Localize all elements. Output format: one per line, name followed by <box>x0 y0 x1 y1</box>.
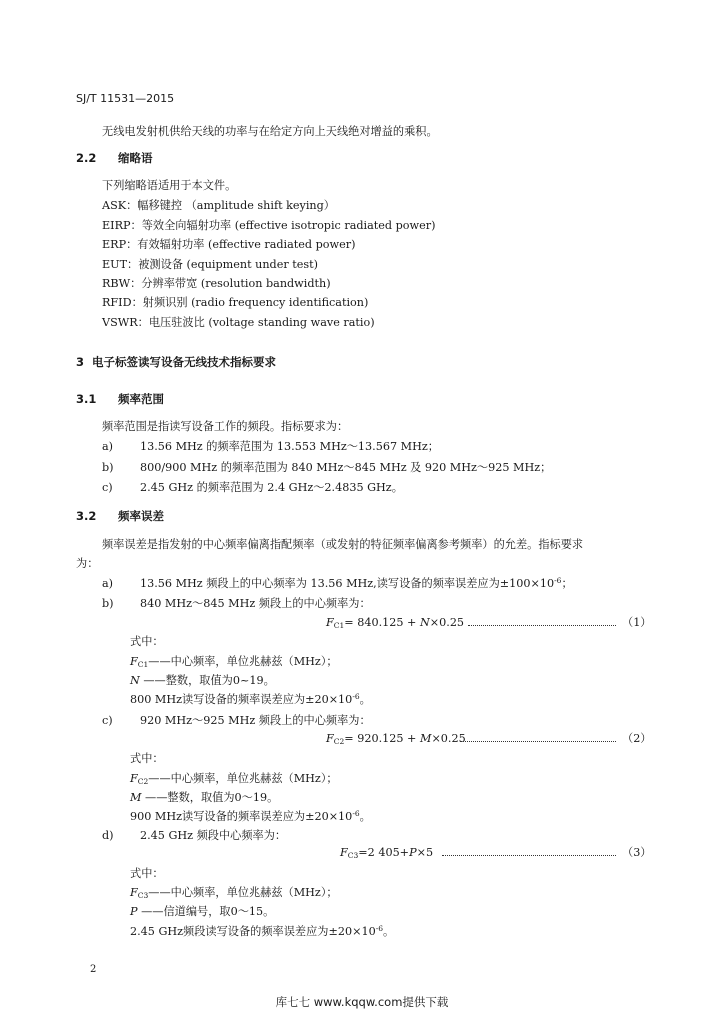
list-label: b) <box>102 461 114 474</box>
section-number: 3 <box>76 355 85 369</box>
definition-text: ——中心频率，单位兆赫兹（MHz）； <box>148 886 338 899</box>
list-text: 2.45 GHz 频段中心频率为： <box>140 829 287 842</box>
section-title: 缩略语 <box>118 151 153 165</box>
list-label: b) <box>102 597 114 610</box>
variable-symbol: P <box>130 905 138 918</box>
variable-symbol: F <box>130 655 138 668</box>
section-title: 电子标签读写设备无线技术指标要求 <box>92 355 276 369</box>
abbreviation-item: RBW：分辨率带宽 (resolution bandwidth) <box>102 277 331 290</box>
paragraph-continuation: 为： <box>76 557 99 570</box>
paragraph: 下列缩略语适用于本文件。 <box>102 179 237 192</box>
dot-leader <box>442 855 616 856</box>
section-number: 3.1 <box>76 392 97 406</box>
list-label: c) <box>102 714 113 727</box>
variable-definition <box>130 673 275 689</box>
equation-text: ×0.25 <box>429 616 465 629</box>
variable-definition <box>130 771 338 787</box>
section-heading-2-2 <box>76 150 153 166</box>
abbreviation-item: VSWR：电压驻波比 (voltage standing wave ratio) <box>102 316 375 329</box>
tolerance-statement <box>130 809 371 825</box>
variable-definition <box>130 790 278 806</box>
tolerance-statement <box>130 692 371 708</box>
exponent: -6 <box>375 924 384 933</box>
list-item <box>102 480 403 496</box>
list-text: 13.56 MHz 的频率范围为 13.553 MHz～13.567 MHz； <box>140 440 439 453</box>
equation-number: （3） <box>622 846 652 859</box>
standard-number: SJ/T 11531—2015 <box>76 92 175 105</box>
list-label: a) <box>102 577 114 590</box>
section-title: 频率误差 <box>118 509 164 523</box>
list-item <box>102 713 371 729</box>
list-item <box>102 439 439 455</box>
abbreviation-item: ERP：有效辐射功率 (effective radiated power) <box>102 238 356 251</box>
list-text: 840 MHz～845 MHz 频段上的中心频率为： <box>140 597 371 610</box>
tolerance-statement <box>130 924 394 940</box>
equation-symbol: F <box>326 616 334 629</box>
tolerance-text: 800 MHz读写设备的频率误差应为±20×10 <box>130 693 353 706</box>
section-heading-3 <box>76 354 276 370</box>
variable-symbol: N <box>130 674 140 687</box>
equation-subscript: C3 <box>347 851 359 860</box>
equation-symbol: F <box>326 732 334 745</box>
definition-text: ——信道编号，取0～15。 <box>137 905 275 918</box>
variable-definition <box>130 904 274 920</box>
equation-text: =2 405+ <box>358 846 410 859</box>
equation-2 <box>326 731 466 747</box>
list-item <box>102 576 573 592</box>
equation-text: = 840.125 + <box>344 616 420 629</box>
paragraph: 频率误差是指发射的中心频率偏离指配频率（或发射的特征频率偏离参考频率）的允差。指标要求 <box>102 538 584 551</box>
list-label: c) <box>102 481 113 494</box>
list-text: 2.45 GHz 的频率范围为 2.4 GHz～2.4835 GHz。 <box>140 481 403 494</box>
equation-subscript: C1 <box>333 621 345 630</box>
equation-text: ×0.25 <box>431 732 466 745</box>
exponent: -6 <box>352 809 360 818</box>
definition-text: ——整数，取值为0~19。 <box>139 674 275 687</box>
punctuation: 。 <box>383 925 395 938</box>
paragraph: 频率范围是指读写设备工作的频段。指标要求为： <box>102 420 349 433</box>
punctuation: 。 <box>359 810 371 823</box>
page-number: 2 <box>90 964 97 975</box>
section-heading-3-2 <box>76 508 164 524</box>
list-label: a) <box>102 440 114 453</box>
tolerance-text: 900 MHz读写设备的频率误差应为±20×10 <box>130 810 353 823</box>
list-item <box>102 460 551 476</box>
list-text: 800/900 MHz 的频率范围为 840 MHz～845 MHz 及 920 MHz～925 MHz； <box>140 461 552 474</box>
punctuation: ； <box>561 577 573 590</box>
equation-symbol: F <box>340 846 348 859</box>
list-item <box>102 596 371 612</box>
equation-number: （2） <box>622 732 652 745</box>
section-number: 2.2 <box>76 151 97 165</box>
equation-3 <box>340 845 433 861</box>
equation-number: （1） <box>622 616 652 629</box>
where-label: 式中： <box>130 752 164 765</box>
list-text: 13.56 MHz 频段上的中心频率为 13.56 MHz,读写设备的频率误差应为±100×10 <box>140 577 555 590</box>
equation-1 <box>326 615 464 631</box>
list-text: 920 MHz～925 MHz 频段上的中心频率为： <box>140 714 371 727</box>
where-label: 式中： <box>130 867 164 880</box>
exponent: -6 <box>352 692 360 701</box>
abbreviation-item: EUT：被测设备 (equipment under test) <box>102 258 318 271</box>
abbreviation-item: RFID：射频识别 (radio frequency identification) <box>102 296 369 309</box>
equation-variable: P <box>409 846 417 859</box>
equation-variable: N <box>419 616 430 629</box>
variable-definition <box>130 885 338 901</box>
section-title: 频率范围 <box>118 392 164 406</box>
abbreviation-item: ASK：幅移键控 （amplitude shift keying） <box>102 199 335 212</box>
download-footer: 库七七 www.kqqw.com提供下载 <box>275 995 449 1009</box>
equation-text: ×5 <box>416 846 434 859</box>
variable-subscript: C3 <box>137 891 149 900</box>
variable-symbol: M <box>130 791 142 804</box>
punctuation: 。 <box>359 693 371 706</box>
dot-leader <box>460 741 616 742</box>
section-heading-3-1 <box>76 391 164 407</box>
variable-symbol: F <box>130 886 138 899</box>
definition-text: ——中心频率，单位兆赫兹（MHz）； <box>148 772 338 785</box>
variable-subscript: C1 <box>137 660 149 669</box>
definition-text: ——整数，取值为0～19。 <box>141 791 279 804</box>
abbreviation-item: EIRP：等效全向辐射功率 (effective isotropic radiated power) <box>102 219 436 232</box>
equation-variable: M <box>419 732 432 745</box>
dot-leader <box>468 625 616 626</box>
equation-subscript: C2 <box>333 737 345 746</box>
variable-definition <box>130 654 338 670</box>
equation-text: = 920.125 + <box>344 732 420 745</box>
variable-symbol: F <box>130 772 138 785</box>
where-label: 式中： <box>130 635 164 648</box>
tolerance-text: 2.45 GHz频段读写设备的频率误差应为±20×10 <box>130 925 376 938</box>
variable-subscript: C2 <box>137 777 149 786</box>
list-label: d) <box>102 829 114 842</box>
list-item <box>102 828 286 844</box>
exponent: -6 <box>554 576 562 585</box>
definition-text: 无线电发射机供给天线的功率与在给定方向上天线绝对增益的乘积。 <box>102 125 438 138</box>
definition-text: ——中心频率，单位兆赫兹（MHz）； <box>148 655 338 668</box>
section-number: 3.2 <box>76 509 97 523</box>
